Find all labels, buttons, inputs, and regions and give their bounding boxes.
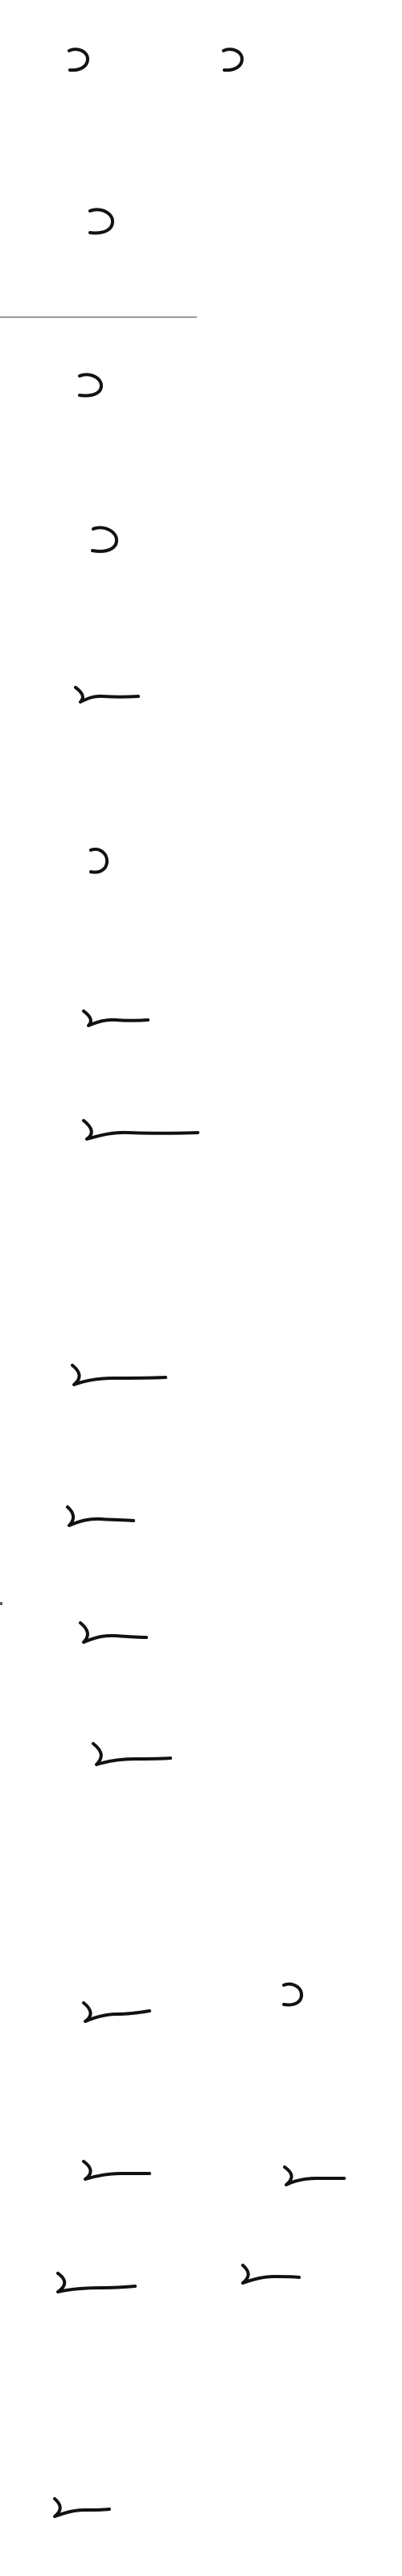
tail-stroke <box>87 1739 175 1773</box>
curl-stroke <box>87 845 114 879</box>
tail-stroke <box>74 1618 151 1650</box>
tail-stroke <box>77 1996 154 2029</box>
tail-stroke <box>47 2494 114 2524</box>
tail-stroke <box>278 2161 349 2193</box>
divider-line <box>0 316 197 318</box>
tail-stroke <box>61 1502 138 1534</box>
curl-stroke <box>84 206 121 238</box>
curl-stroke <box>76 370 108 402</box>
curl-stroke <box>280 1980 309 2011</box>
page-title <box>0 0 1 1</box>
tail-stroke <box>77 2157 154 2185</box>
curl-stroke <box>220 46 248 75</box>
tail-stroke <box>71 681 145 712</box>
tail-stroke <box>235 2260 304 2291</box>
tail-stroke <box>50 2268 140 2299</box>
curl-stroke <box>66 46 93 75</box>
tail-stroke <box>66 1360 170 1393</box>
curl-stroke <box>87 523 124 557</box>
stray-mark <box>0 1602 2 1605</box>
tail-stroke <box>79 1005 153 1035</box>
tail-stroke <box>77 1114 203 1150</box>
